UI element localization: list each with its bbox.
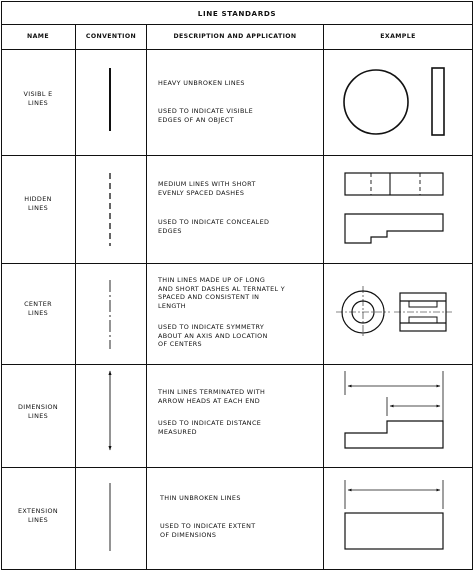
row-name-extension-lines: EXTENSION LINES bbox=[18, 507, 58, 524]
page-title: LINE STANDARDS bbox=[197, 9, 277, 18]
row-desc-extension-lines-2: USED TO INDICATE EXTENT OF DIMENSIONS bbox=[160, 522, 256, 539]
row-desc-visible-lines-2: USED TO INDICATE VISIBLE EDGES OF AN OBJECT bbox=[158, 107, 254, 124]
header-name: NAME bbox=[27, 33, 49, 40]
row-desc-hidden-lines-2: USED TO INDICATE CONCEALED EDGES bbox=[158, 218, 270, 235]
row-desc-extension-lines-1: THIN UNBROKEN LINES bbox=[160, 494, 241, 502]
dimension-line-example bbox=[345, 371, 443, 448]
row-desc-center-lines-2: USED TO INDICATE SYMMETRY ABOUT AN AXIS AND LOCATION OF CENTERS bbox=[158, 323, 268, 349]
row-desc-dimension-lines-1: THIN LINES TERMINATED WITH ARROW HEADS AT EACH END bbox=[158, 388, 266, 405]
row-desc-visible-lines-1: HEAVY UNBROKEN LINES bbox=[158, 79, 245, 87]
row-name-visible-lines: VISIBL E LINES bbox=[23, 90, 53, 107]
hidden-line-example bbox=[345, 173, 443, 243]
center-line-example bbox=[336, 286, 452, 338]
header-description: DESCRIPTION AND APPLICATION bbox=[173, 33, 297, 40]
row-desc-dimension-lines-2: USED TO INDICATE DISTANCE MEASURED bbox=[158, 419, 262, 436]
header-example: EXAMPLE bbox=[380, 33, 416, 40]
row-name-hidden-lines: HIDDEN LINES bbox=[24, 195, 52, 212]
row-name-center-lines: CENTER LINES bbox=[24, 300, 52, 317]
row-name-dimension-lines: DIMENSION LINES bbox=[17, 403, 59, 420]
visible-line-example bbox=[344, 68, 444, 135]
row-desc-hidden-lines-1: MEDIUM LINES WITH SHORT EVENLY SPACED DASHES bbox=[158, 180, 256, 197]
header-convention: CONVENTION bbox=[85, 33, 137, 40]
extension-line-example bbox=[345, 480, 443, 549]
row-desc-center-lines-1: THIN LINES MADE UP OF LONG AND SHORT DASHES AL TERNATEL Y SPACED AND CONSISTENT IN LENGTH bbox=[158, 276, 286, 310]
